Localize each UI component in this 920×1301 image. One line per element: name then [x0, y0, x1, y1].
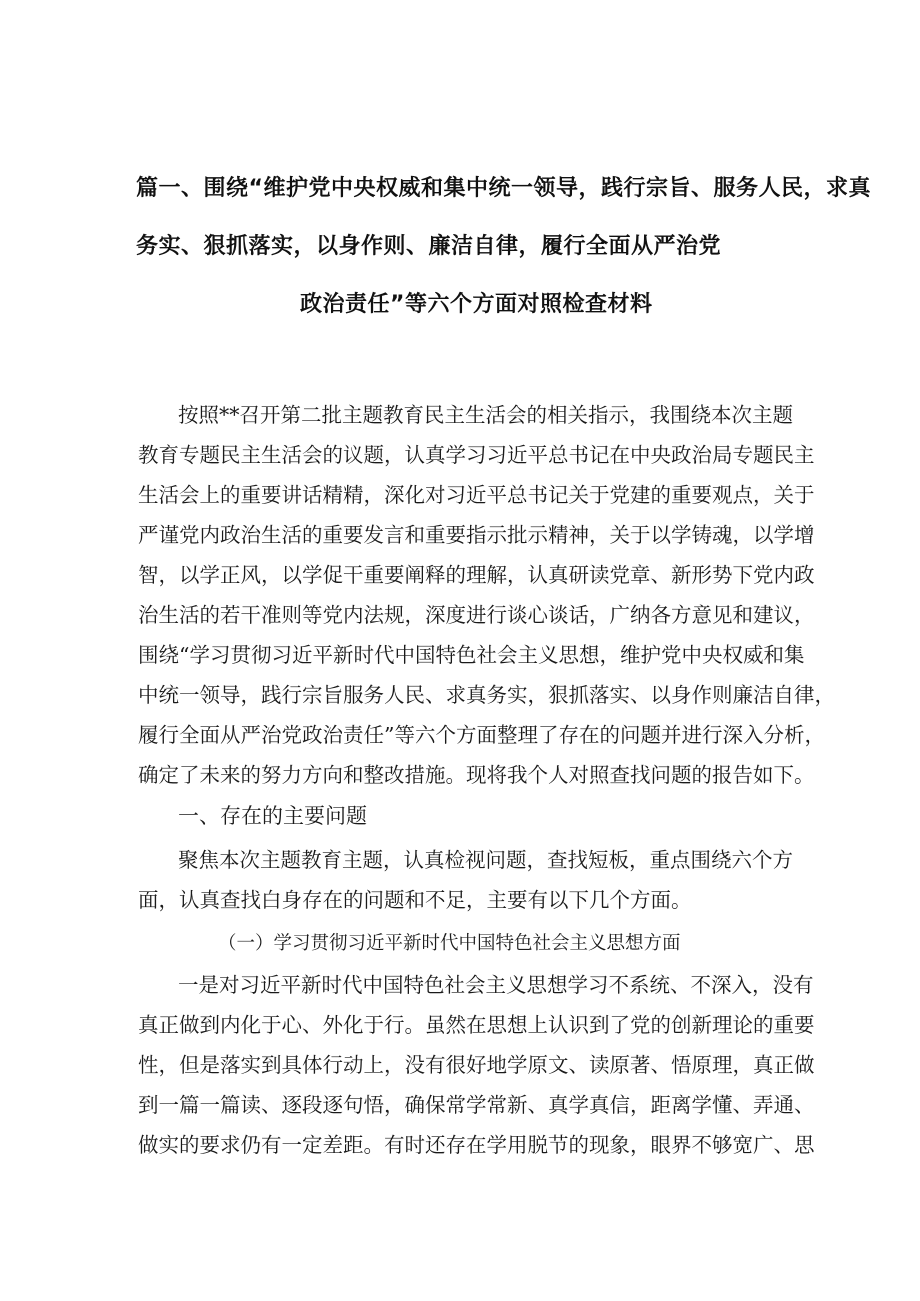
subsection-line: 一是对习近平新时代中国特色社会主义思想学习不系统、不深入，没有 [178, 973, 814, 997]
subsection-line: 到一篇一篇读、逐段逐句悟，确保常学常新、真学真信，距离学懂、弄通、 [138, 1093, 815, 1117]
intro-line: 按照**召开第二批主题教育民主生活会的相关指示，我围绕本次主题 [178, 403, 793, 427]
intro-line: 生活会上的重要讲话精精，深化对习近平总书记关于党建的重要观点，关于 [138, 483, 815, 507]
intro-line: 确定了未来的努力方向和整改措施。现将我个人对照查找问题的报告如下。 [138, 763, 815, 787]
document-title-line-2: 务实、狠抓落实，以身作则、廉洁自律，履行全面从严治党 [136, 234, 722, 259]
intro-line: 治生活的若干准则等党内法规，深度进行谈心谈话，广纳各方意见和建议， [138, 603, 815, 627]
section-heading: 一、存在的主要问题 [178, 804, 367, 828]
document-title-line-3: 政治责任”等六个方面对照检查材料 [300, 292, 653, 317]
intro-line: 中统一领导，践行宗旨服务人民、求真务实，狠抓落实、以身作则廉洁自律， [138, 683, 835, 707]
section-line: 聚焦本次主题教育主题，认真检视问题，查找短板，重点围绕六个方 [178, 848, 793, 872]
intro-line: 智，以学正风，以学促干重要阐释的理解，认真研读党章、新形势下党内政 [138, 563, 815, 587]
subsection-heading: （一）学习贯彻习近平新时代中国特色社会主义思想方面 [218, 933, 681, 954]
intro-line: 围绕“学习贯彻习近平新时代中国特色社会主义思想，维护党中央权威和集 [138, 643, 805, 667]
document-title-line-1: 篇一、围绕“维护党中央权威和集中统一领导，践行宗旨、服务人民，求真 [136, 176, 871, 201]
subsection-line: 性，但是落实到具体行动上，没有很好地学原文、读原著、悟原理，真正做 [138, 1053, 815, 1077]
section-line: 面，认真查找白身存在的问题和不足，主要有以下几个方面。 [138, 888, 692, 912]
subsection-line: 真正做到内化于心、外化于行。虽然在思想上认识到了党的创新理论的重要 [138, 1013, 815, 1037]
intro-line: 履行全面从严治党政治责任”等六个方面整理了存在的问题并进行深入分析， [138, 723, 825, 747]
intro-line: 严谨党内政治生活的重要发言和重要指示批示精神，关于以学铸魂，以学增 [138, 523, 815, 547]
subsection-line: 做实的要求仍有一定差距。有时还存在学用脱节的现象，眼界不够宽广、思 [138, 1133, 815, 1157]
intro-line: 教育专题民主生活会的议题，认真学习习近平总书记在中央政治局专题民主 [138, 443, 815, 467]
